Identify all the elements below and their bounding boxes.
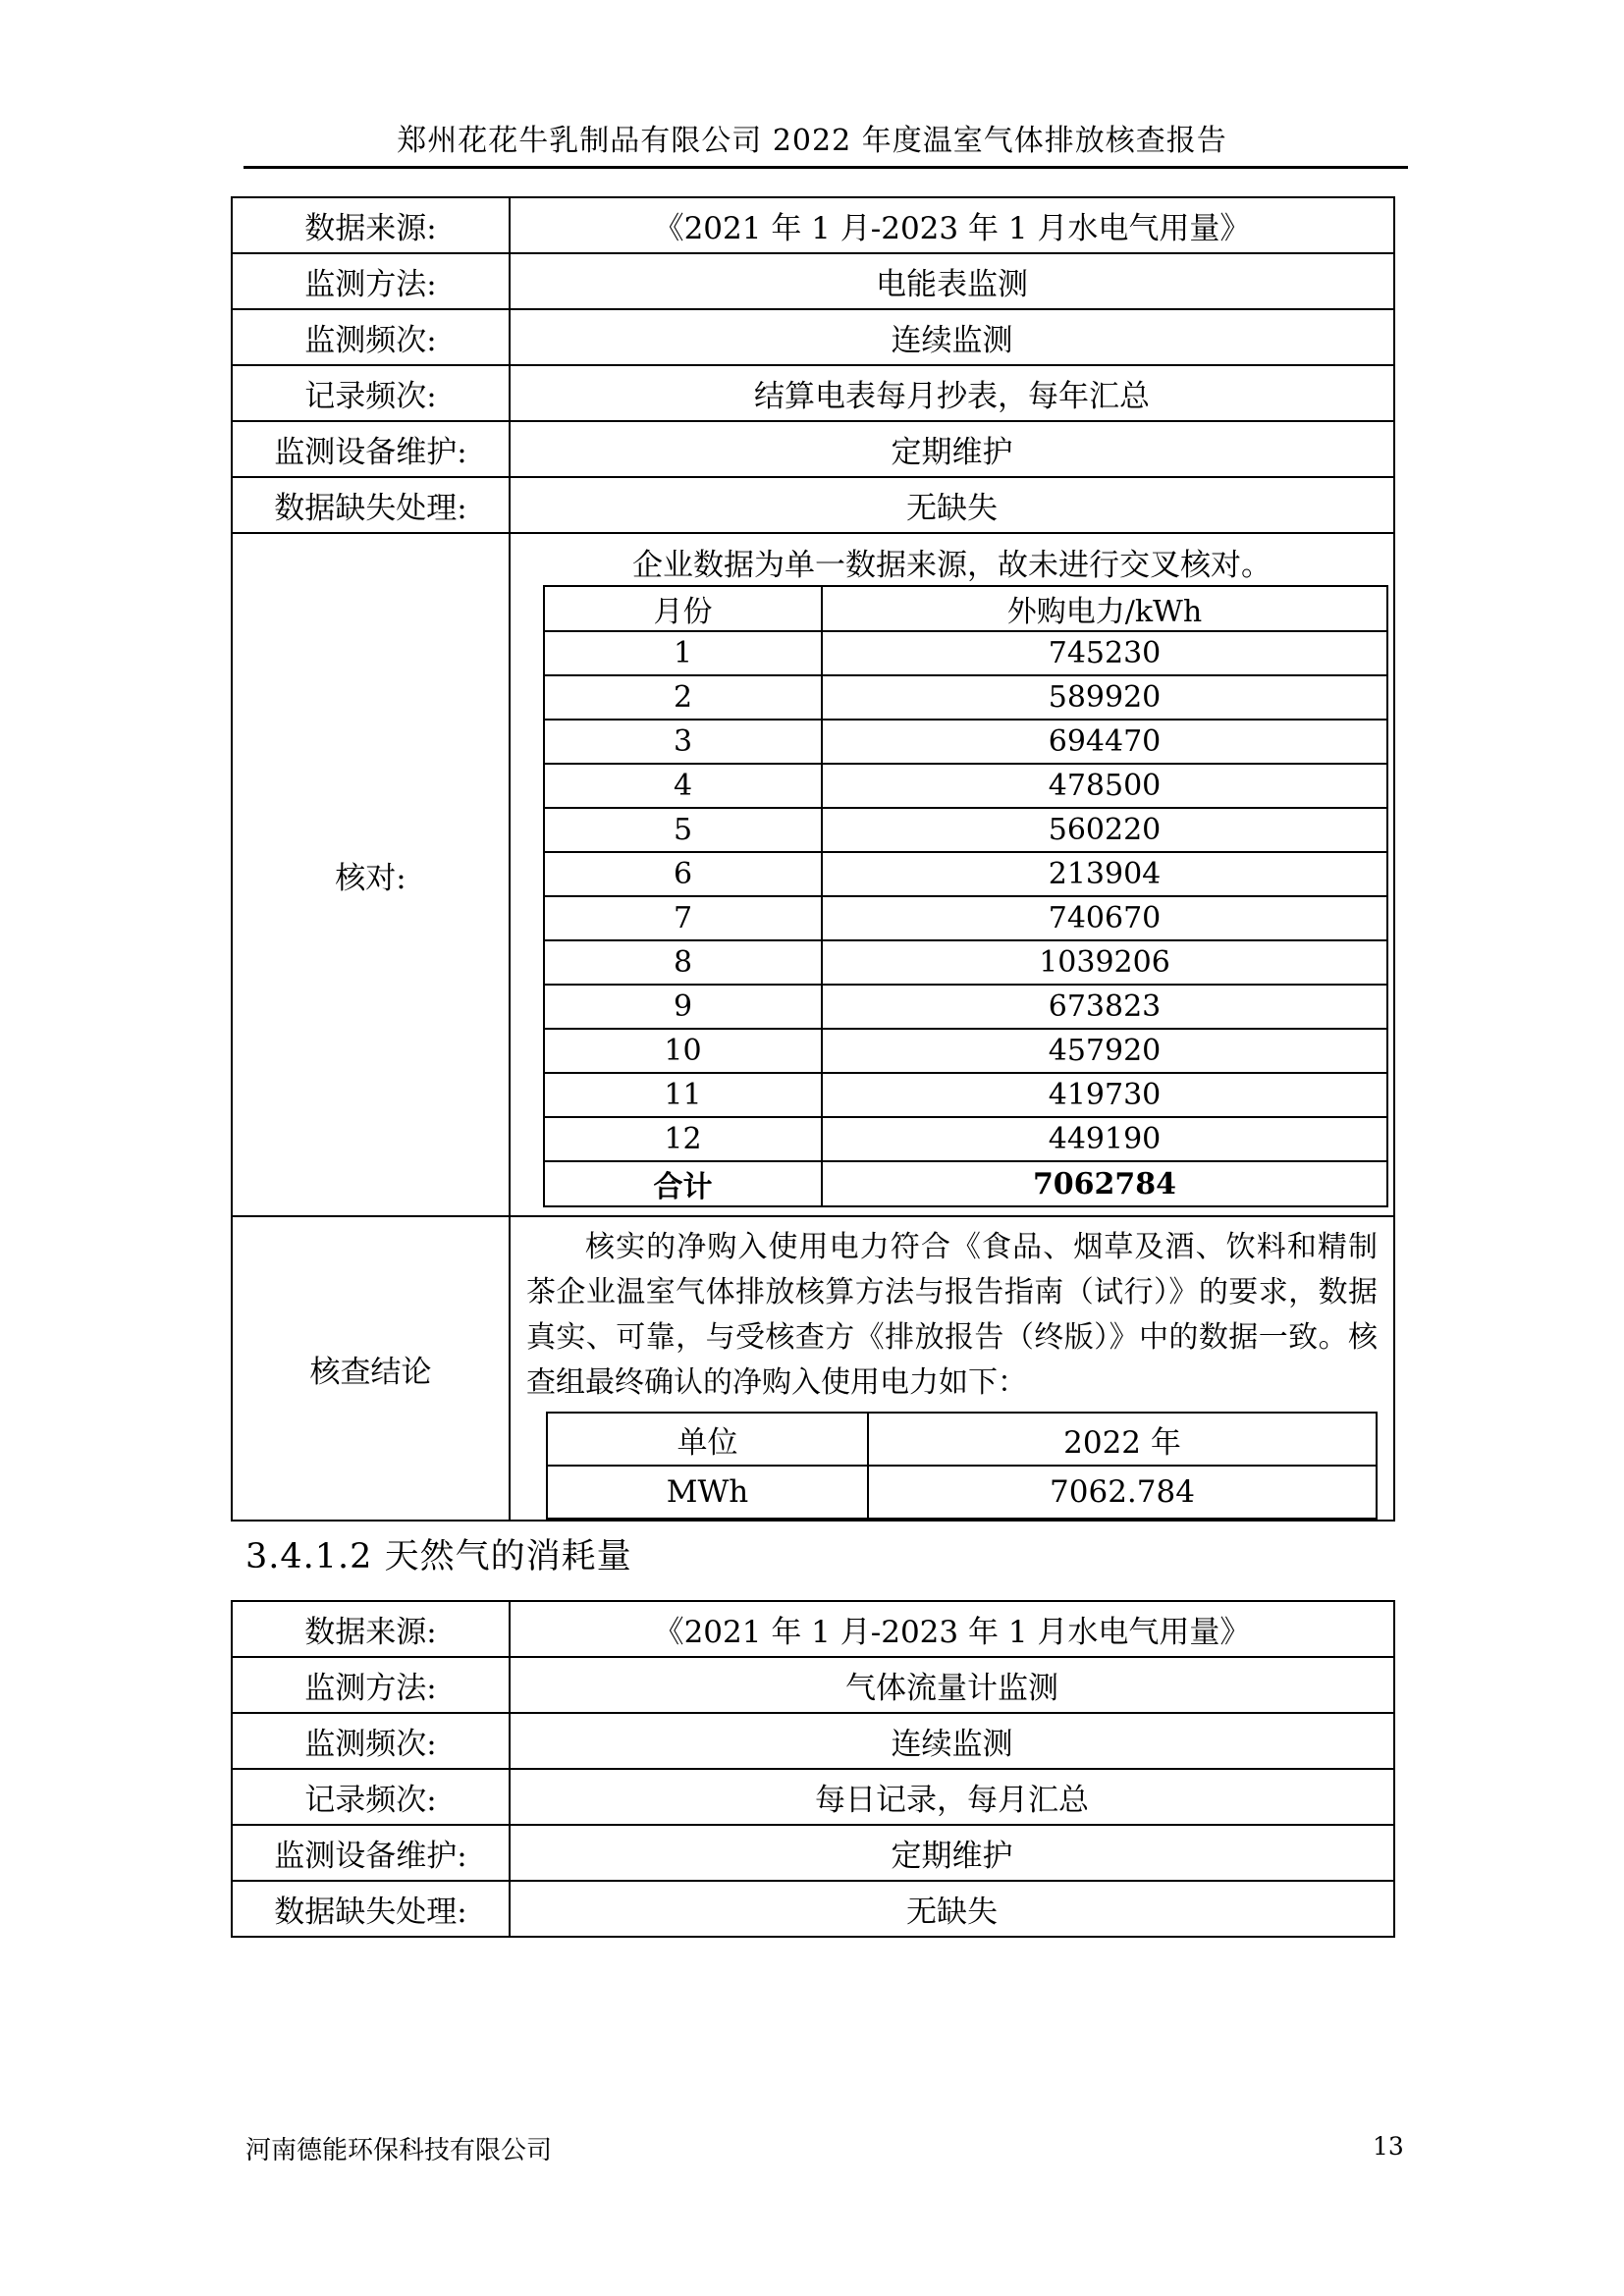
table-row — [232, 253, 1394, 309]
table-row — [232, 1713, 1394, 1769]
row-value: 连续监测 — [510, 1713, 1394, 1769]
row-value: 每日记录，每月汇总 — [510, 1769, 1394, 1825]
month-cell: 3 — [544, 720, 822, 764]
year-header: 2022 年 — [868, 1413, 1377, 1466]
footer-company: 河南德能环保科技有限公司 — [245, 2136, 553, 2165]
row-value: 气体流量计监测 — [510, 1657, 1394, 1713]
table-row — [544, 764, 1387, 808]
conclusion-content — [510, 1216, 1394, 1521]
confirmed-electricity-table — [546, 1412, 1378, 1520]
value-cell: 478500 — [822, 764, 1387, 808]
row-value: 《2021 年 1 月-2023 年 1 月水电气用量》 — [510, 197, 1394, 253]
row-value: 无缺失 — [510, 1881, 1394, 1937]
table-row — [544, 1073, 1387, 1117]
value-cell: 673823 — [822, 985, 1387, 1029]
row-label: 监测方法: — [232, 1657, 510, 1713]
table-row — [544, 1029, 1387, 1073]
row-label: 监测频次: — [232, 1713, 510, 1769]
row-value: 结算电表每月抄表，每年汇总 — [510, 365, 1394, 421]
footer-page-number: 13 — [1373, 2132, 1404, 2161]
table-row — [232, 309, 1394, 365]
row-label: 数据缺失处理: — [232, 1881, 510, 1937]
row-label: 记录频次: — [232, 365, 510, 421]
table-header-row — [544, 586, 1387, 631]
row-value: 无缺失 — [510, 477, 1394, 533]
row-value: 连续监测 — [510, 309, 1394, 365]
row-label: 数据来源: — [232, 197, 510, 253]
row-label: 监测频次: — [232, 309, 510, 365]
row-label: 监测设备维护: — [232, 1825, 510, 1881]
table-row — [544, 631, 1387, 675]
conclusion-row — [232, 1216, 1394, 1521]
month-cell: 4 — [544, 764, 822, 808]
row-value: 《2021 年 1 月-2023 年 1 月水电气用量》 — [510, 1601, 1394, 1657]
table-row — [544, 720, 1387, 764]
value-cell: 457920 — [822, 1029, 1387, 1073]
value-cell: 560220 — [822, 808, 1387, 852]
value-cell: 745230 — [822, 631, 1387, 675]
table-row — [544, 985, 1387, 1029]
row-value: 电能表监测 — [510, 253, 1394, 309]
total-value: 7062784 — [822, 1161, 1387, 1206]
month-cell: 9 — [544, 985, 822, 1029]
column-header-month: 月份 — [544, 586, 822, 631]
year-value: 7062.784 — [868, 1466, 1377, 1519]
table-header-row — [547, 1413, 1377, 1466]
value-cell: 589920 — [822, 675, 1387, 720]
table-row — [232, 1825, 1394, 1881]
value-cell: 419730 — [822, 1073, 1387, 1117]
month-cell: 8 — [544, 940, 822, 985]
section-heading: 3.4.1.2 天然气的消耗量 — [245, 1537, 632, 1576]
value-cell: 694470 — [822, 720, 1387, 764]
row-label: 数据来源: — [232, 1601, 510, 1657]
month-cell: 2 — [544, 675, 822, 720]
month-cell: 6 — [544, 852, 822, 896]
total-row — [544, 1161, 1387, 1206]
table-row — [232, 477, 1394, 533]
electricity-table — [231, 196, 1395, 1522]
row-value: 定期维护 — [510, 1825, 1394, 1881]
month-cell: 5 — [544, 808, 822, 852]
header-rule — [244, 166, 1408, 169]
month-cell: 7 — [544, 896, 822, 940]
conclusion-label: 核查结论 — [232, 1216, 510, 1521]
row-label: 监测设备维护: — [232, 421, 510, 477]
total-label: 合计 — [544, 1161, 822, 1206]
unit-header: 单位 — [547, 1413, 868, 1466]
row-value: 定期维护 — [510, 421, 1394, 477]
table-row — [547, 1466, 1377, 1519]
table-row — [544, 896, 1387, 940]
table-row — [544, 852, 1387, 896]
table-row — [232, 365, 1394, 421]
check-row — [232, 533, 1394, 1216]
monthly-electricity-table — [543, 585, 1388, 1207]
table-row — [544, 675, 1387, 720]
table-row — [232, 1769, 1394, 1825]
table-row — [232, 197, 1394, 253]
page-header-title: 郑州花花牛乳制品有限公司 2022 年度温室气体排放核查报告 — [397, 124, 1227, 158]
month-cell: 1 — [544, 631, 822, 675]
check-note: 企业数据为单一数据来源，故未进行交叉核对。 — [632, 548, 1272, 583]
value-cell: 449190 — [822, 1117, 1387, 1161]
table-row — [544, 940, 1387, 985]
check-label: 核对: — [232, 533, 510, 1216]
table-row — [544, 808, 1387, 852]
table-row — [544, 1117, 1387, 1161]
row-label: 监测方法: — [232, 253, 510, 309]
natural-gas-table — [231, 1600, 1395, 1938]
value-cell: 740670 — [822, 896, 1387, 940]
table-row — [232, 421, 1394, 477]
check-content — [510, 533, 1394, 1216]
value-cell: 213904 — [822, 852, 1387, 896]
conclusion-text: 核实的净购入使用电力符合《食品、烟草及酒、饮料和精制茶企业温室气体排放核算方法与报告指南（试行）》的要求，数据真实、可靠，与受核查方《排放报告（终版）》中的数据一致。核查组最终确认的净购入使用电力如下： — [526, 1230, 1378, 1400]
table-row — [232, 1881, 1394, 1937]
table-row — [232, 1601, 1394, 1657]
month-cell: 12 — [544, 1117, 822, 1161]
table-row — [232, 1657, 1394, 1713]
value-cell: 1039206 — [822, 940, 1387, 985]
row-label: 记录频次: — [232, 1769, 510, 1825]
row-label: 数据缺失处理: — [232, 477, 510, 533]
column-header-kwh: 外购电力/kWh — [822, 586, 1387, 631]
month-cell: 11 — [544, 1073, 822, 1117]
month-cell: 10 — [544, 1029, 822, 1073]
unit-value: MWh — [547, 1466, 868, 1519]
